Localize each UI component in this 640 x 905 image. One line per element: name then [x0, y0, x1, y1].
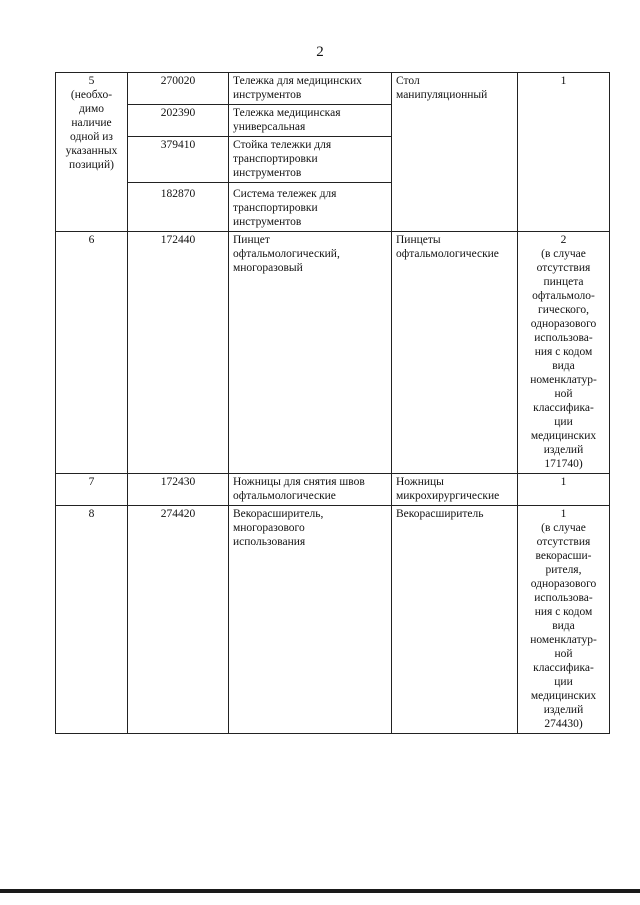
quantity-cell: 1	[518, 73, 610, 232]
device-cell: Векорасширитель	[392, 506, 518, 734]
name-cell: Тележка медицинская универсальная	[229, 105, 392, 137]
code-cell: 172430	[128, 474, 229, 506]
page-number: 2	[316, 44, 324, 60]
code-cell: 274420	[128, 506, 229, 734]
code-cell: 172440	[128, 232, 229, 474]
table-row-5	[56, 73, 610, 105]
table-row-8	[56, 506, 610, 734]
name-cell: Векорасширитель, многоразового использования	[229, 506, 392, 734]
quantity-cell: 1 (в случае отсутствия векорасши- рителя, одноразового использова- ния с кодом вида номенклатур- ной классифика- ции медицинских изделий 274430)	[518, 506, 610, 734]
name-cell: Стойка тележки для транспортировки инструментов	[229, 137, 392, 183]
row-number-cell: 5 (необхо- димо наличие одной из указанных позиций)	[56, 73, 128, 232]
quantity-cell: 2 (в случае отсутствия пинцета офтальмоло- гического, одноразового использова- ния с кодом вида номенклатур- ной классифика- ции медицинских изделий 171740)	[518, 232, 610, 474]
name-cell: Тележка для медицинских инструментов	[229, 73, 392, 105]
equipment-table	[55, 72, 610, 734]
name-cell: Пинцет офтальмологический, многоразовый	[229, 232, 392, 474]
code-cell: 270020	[128, 73, 229, 105]
code-cell: 379410	[128, 137, 229, 183]
device-cell: Стол манипуляционный	[392, 73, 518, 232]
row-number-cell: 8	[56, 506, 128, 734]
table-row-7	[56, 474, 610, 506]
name-cell: Система тележек для транспортировки инструментов	[229, 183, 392, 232]
code-cell: 182870	[128, 183, 229, 232]
device-cell: Пинцеты офтальмологические	[392, 232, 518, 474]
table-row-6	[56, 232, 610, 474]
device-cell: Ножницы микрохирургические	[392, 474, 518, 506]
row-number-cell: 7	[56, 474, 128, 506]
code-cell: 202390	[128, 105, 229, 137]
bottom-scan-edge	[0, 889, 640, 893]
name-cell: Ножницы для снятия швов офтальмологические	[229, 474, 392, 506]
row-number-cell: 6	[56, 232, 128, 474]
quantity-cell: 1	[518, 474, 610, 506]
